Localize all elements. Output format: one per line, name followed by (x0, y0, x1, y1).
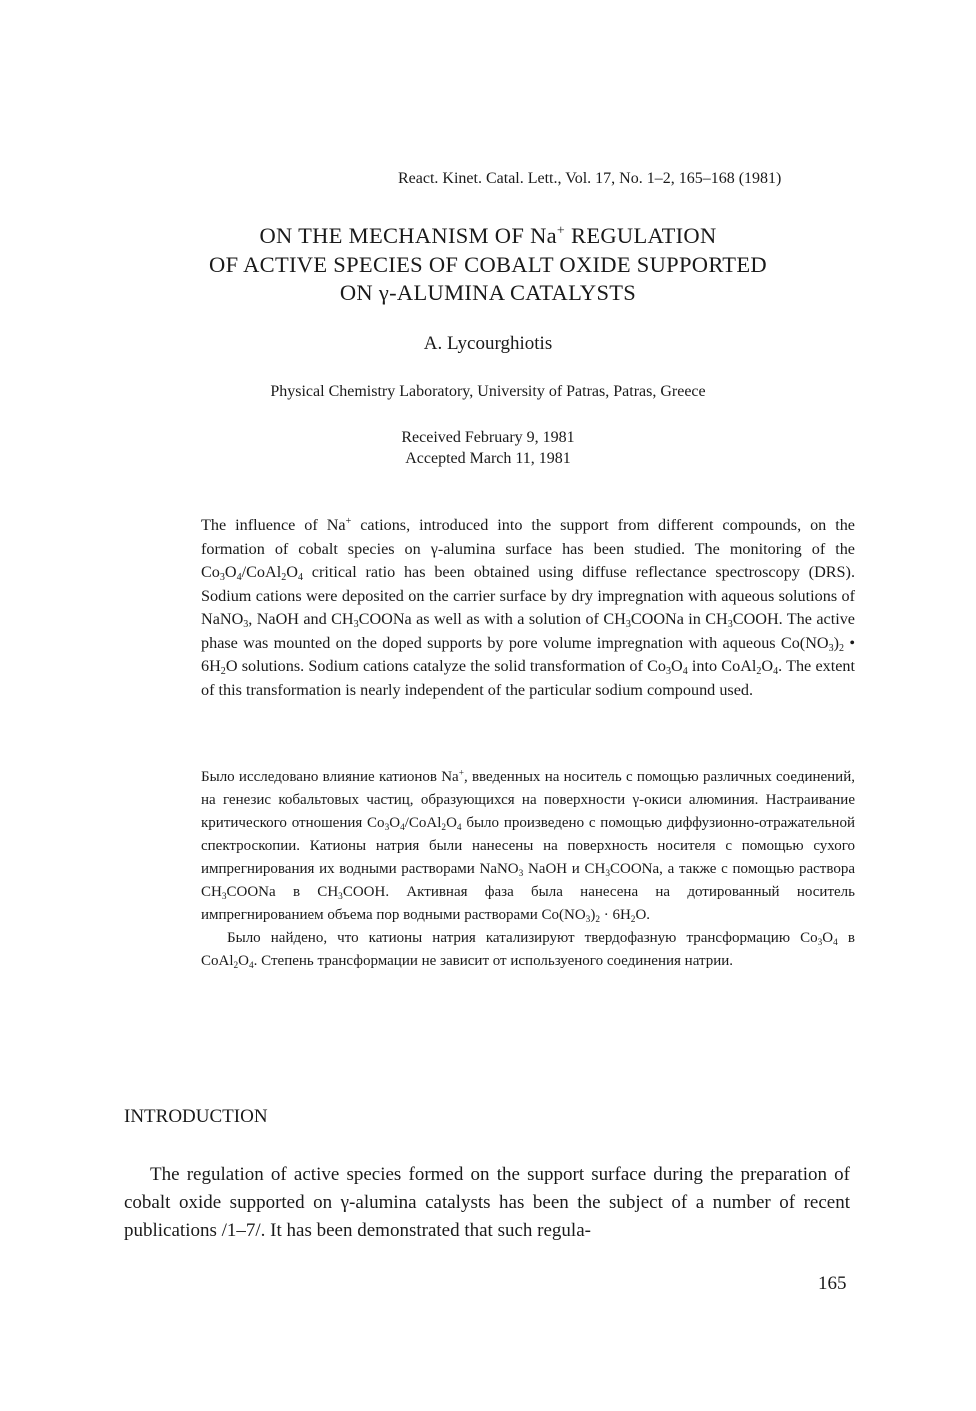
introduction-paragraph: The regulation of active species formed on the support surface during the preparation of cobalt oxide supported on γ-alumina catalysts has been the subject of a number of recent publications /1–7/. It has been demonstrated that such regula- (124, 1164, 850, 1241)
title-line-3: ON γ-ALUMINA CATALYSTS (339, 280, 637, 305)
title-line-2: OF ACTIVE SPECIES OF COBALT OXIDE SUPPORTED (209, 251, 767, 277)
title-line-1: ON THE MECHANISM OF Na+ REGULATION (259, 223, 717, 248)
abstract-russian-paragraph-2: Было найдено, что катионы натрия катализируют твердофазную трансформацию $Co_3O_4$ в $CoAl_2O_4$. Степень трансформации не зависит от используеного соединения натрии. (201, 930, 855, 971)
received-date: Received February 9, 1981 (401, 429, 575, 446)
abstract-russian (201, 766, 855, 973)
paper-title (150, 222, 826, 308)
accepted-date: Accepted March 11, 1981 (405, 450, 571, 467)
introduction-heading: INTRODUCTION (124, 1106, 268, 1127)
affiliation: Physical Chemistry Laboratory, University of Patras, Patras, Greece (270, 383, 706, 400)
journal-citation: React. Kinet. Catal. Lett., Vol. 17, No. 1–2, 165–168 (1981) (398, 170, 782, 187)
page-number: 165 (818, 1273, 847, 1294)
submission-dates (0, 427, 976, 469)
abstract-russian-paragraph-1: Было исследовано влияние катионов Na+, введенных на носитель с помощью различных соединений, на генезис кобальтовых частиц, образующихся на поверхности γ-окиси алюминия. Настраивание критического отношения $Co_3O_4/CoAl_2O_4$ было произведено с помощью диффузионно-отражательной спектроскопии. Катионы натрия были нанесены на поверхность носителя с помощью сухого импрегнирования их водными растворами NaNO$_3$ NaOH и $CH_3COONa$, а также с помощью раствора $CH_3COONa$ в $CH_3COOH$. Активная фаза была нанесена на дотированный носитель импрегнированием объема пор водными растворами $Co(NO_3)_2 \cdot 6H_2O$. (201, 768, 855, 925)
abstract-english: The influence of Na+ cations, introduced into the support from different compounds, on the formation of cobalt species on γ-alumina surface has been studied. The monitoring of the $Co_3O_4/CoAl_2O_4$ critical ratio has been obtained using diffuse reflectance spectroscopy (DRS). Sodium cations were deposited on the carrier surface by dry impregnation with aqueous solutions of NaNO$_3$, NaOH and $CH_3COONa$ as well as with a solution of $CH_3COONa$ in $CH_3COOH$. The active phase was mounted on the doped supports by pore volume impregnation with aqueous $Co(NO_3)_2$ • $6H_2O$ solutions. Sodium cations catalyze the solid transformation of $Co_3O_4$ into $CoAl_2O_4$. The extent of this transformation is nearly independent of the particular sodium compound used. (201, 515, 855, 699)
author-name: A. Lycourghiotis (423, 333, 553, 354)
